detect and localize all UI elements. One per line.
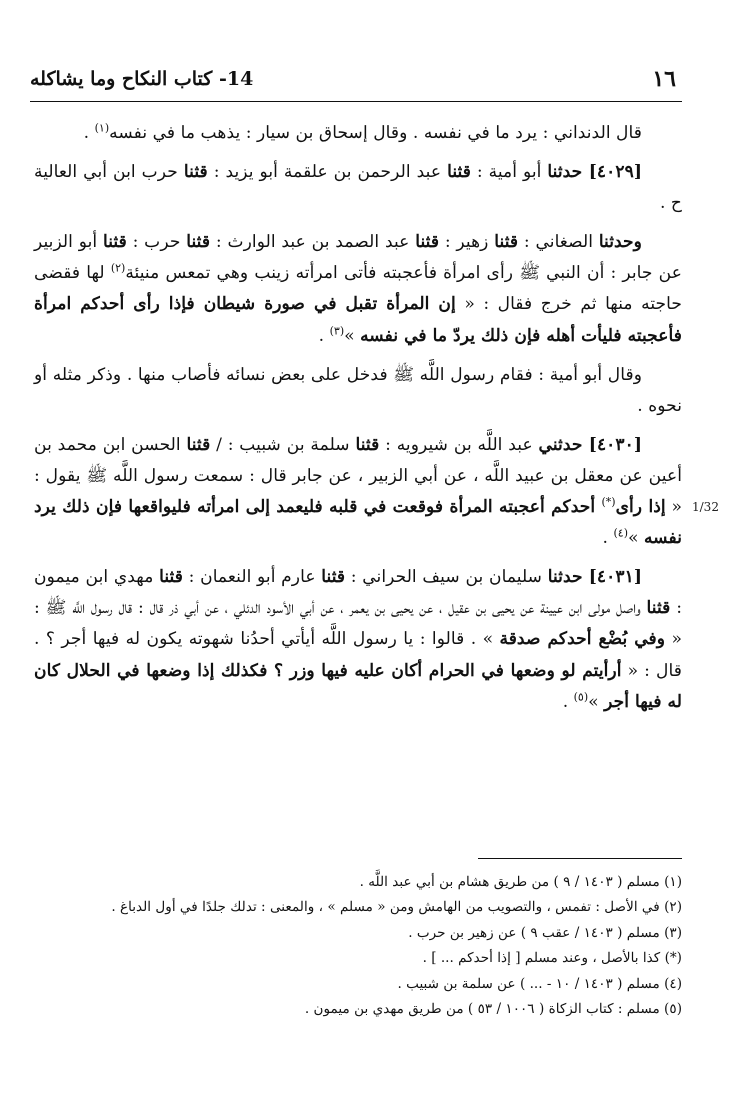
bold-text: قثنا (494, 232, 519, 253)
text-run: » (588, 691, 605, 712)
text-run: حرب : (126, 232, 187, 253)
text-run: الحسن ابن محمد بن أعين عن معقل بن عبيد اللَّه ، عن أبي الزبير ، عن جابر قال : سمعت رسول اللَّه ﷺ يقول : « (34, 434, 682, 518)
bold-text: وفي بُضْع أحدكم صدقة (499, 629, 666, 650)
bold-text: قثنا (415, 232, 440, 253)
text-run: عبد الصمد بن عبد الوارث : (210, 232, 416, 253)
footnote-rule (478, 858, 682, 859)
text-run: عارم أبو النعمان : (182, 567, 322, 588)
paragraph (34, 562, 682, 717)
text-run: » (344, 325, 361, 346)
chapter-title: 14- كتاب النكاح وما يشاكله (30, 68, 254, 90)
text-run: لها فقضى حاجته منها ثم خرج فقال : « (34, 263, 682, 315)
text-run: أبو الزبير عن جابر : أن النبي ﷺ رأى امرأة فأعجبته فأتى امرأته زينب وهي تمعس منيئة (34, 232, 683, 284)
bold-text: إذا رأى (615, 497, 666, 518)
hadith-body (34, 118, 682, 726)
footnote-ref: (١) (94, 121, 110, 135)
bold-text: قثنا (159, 567, 183, 588)
footnote-ref: (*) (601, 495, 616, 509)
header-rule (30, 101, 682, 102)
bold-text: قثنا (321, 567, 346, 588)
bold-text: أرأيتم لو وضعها في الحرام أكان عليه فيها وزر ؟ فكذلك إذا وضعها في الحلال كان له فيها أجر (34, 660, 682, 712)
running-header (30, 58, 682, 98)
text-run: واصل مولى ابن عيينة عن يحيى بن عقيل ، عن يحيى بن يعمر ، عن أبي الأسود الدئلي ، عن أبي ذر قال : قال رسول اللَّه ﷺ : « (34, 598, 682, 650)
text-run: . (318, 325, 330, 346)
text-run: أبو أمية : (470, 162, 548, 183)
page-number: ١٦ (652, 66, 676, 92)
text-run: » (627, 528, 644, 549)
footnote-ref: (٢) (110, 261, 126, 275)
text-run: عبد اللَّه بن شيرويه : (379, 434, 539, 455)
bold-text: قثنا (186, 434, 211, 455)
paragraph (34, 227, 682, 351)
footnote-ref: (٣) (329, 323, 345, 337)
text-run: وقال أبو أمية : فقام رسول اللَّه ﷺ فدخل على بعض نسائه فأصاب منها . وذكر مثله أو نحوه . (34, 364, 682, 416)
text-run: . (83, 123, 95, 143)
bold-text: قثنا (186, 232, 211, 253)
paragraph (34, 157, 682, 219)
bold-text: قثنا (102, 232, 127, 253)
footnote: (٤) مسلم ( ١٤٠٣ / ١٠ - ... ) عن سلمة بن شبيب . (397, 975, 682, 992)
footnotes (34, 870, 682, 1022)
bold-text: إن المرأة تقبل في صورة شيطان فإذا رأى أحدكم امرأة فأعجبته فليأت أهله فإن ذلك يردّ ما في نفسه (34, 294, 682, 346)
text-run: » . قالوا : يا رسول اللَّه أيأتي أحدُنا شهوته يكون له فيها أجر ؟ . قال : « (34, 629, 682, 681)
bold-text: قثنا (355, 434, 380, 455)
bold-text: قثنا (646, 598, 671, 619)
bold-text: وحدثنا (598, 232, 642, 253)
bold-text: [٤٠٣١] حدثنا (547, 567, 642, 588)
bold-text: قثنا (447, 162, 471, 183)
manuscript-folio-note: 1/32 (692, 500, 719, 514)
text-run: سليمان بن سيف الحراني : (345, 567, 548, 588)
paragraph (34, 360, 682, 422)
footnote: (٣) مسلم ( ١٤٠٣ / عقب ٩ ) عن زهير بن حرب . (408, 924, 682, 941)
footnote: (*) كذا بالأصل ، وعند مسلم [ إذا أحدكم ... ] . (422, 950, 682, 967)
paragraph (34, 430, 682, 554)
bold-text: أحدكم أعجبته المرأة فوقعت في قلبه فليعمد إلى امرأته فليواقعها فإن ذلك يرد نفسه (34, 497, 682, 549)
paragraph (34, 118, 682, 149)
text-run: زهير : (439, 232, 495, 253)
text-run: سلمة بن شبيب : / (210, 434, 356, 455)
text-run: الصغاني : (518, 232, 599, 253)
text-run: . (602, 528, 614, 549)
text-run: قال الدنداني : يرد ما في نفسه . وقال إسحاق بن سيار : يذهب ما في نفسه (109, 123, 642, 143)
footnote: (٥) مسلم : كتاب الزكاة ( ١٠٠٦ / ٥٣ ) من طريق مهدي بن ميمون . (304, 1001, 682, 1018)
bold-text: قثنا (183, 162, 208, 183)
bold-text: [٤٠٢٩] حدثنا (547, 162, 642, 183)
bold-text: [٤٠٣٠] حدثني (538, 434, 643, 455)
footnote: (١) مسلم ( ١٤٠٣ / ٩ ) من طريق هشام بن أبي عبد اللَّه . (359, 874, 682, 890)
footnote-ref: (٤) (613, 526, 628, 540)
text-run: مهدي ابن ميمون : (34, 567, 682, 619)
text-run: حرب ابن أبي العالية ح . (34, 162, 682, 214)
text-run: عبد الرحمن بن علقمة أبو يزيد : (207, 162, 448, 183)
footnote: (٢) في الأصل : تفمس ، والتصويب من الهامش ومن « مسلم » ، والمعنى : تدلك جلدًا في أول الدباغ . (111, 899, 682, 916)
text-run: . (562, 691, 574, 712)
footnote-ref: (٥) (573, 689, 589, 703)
